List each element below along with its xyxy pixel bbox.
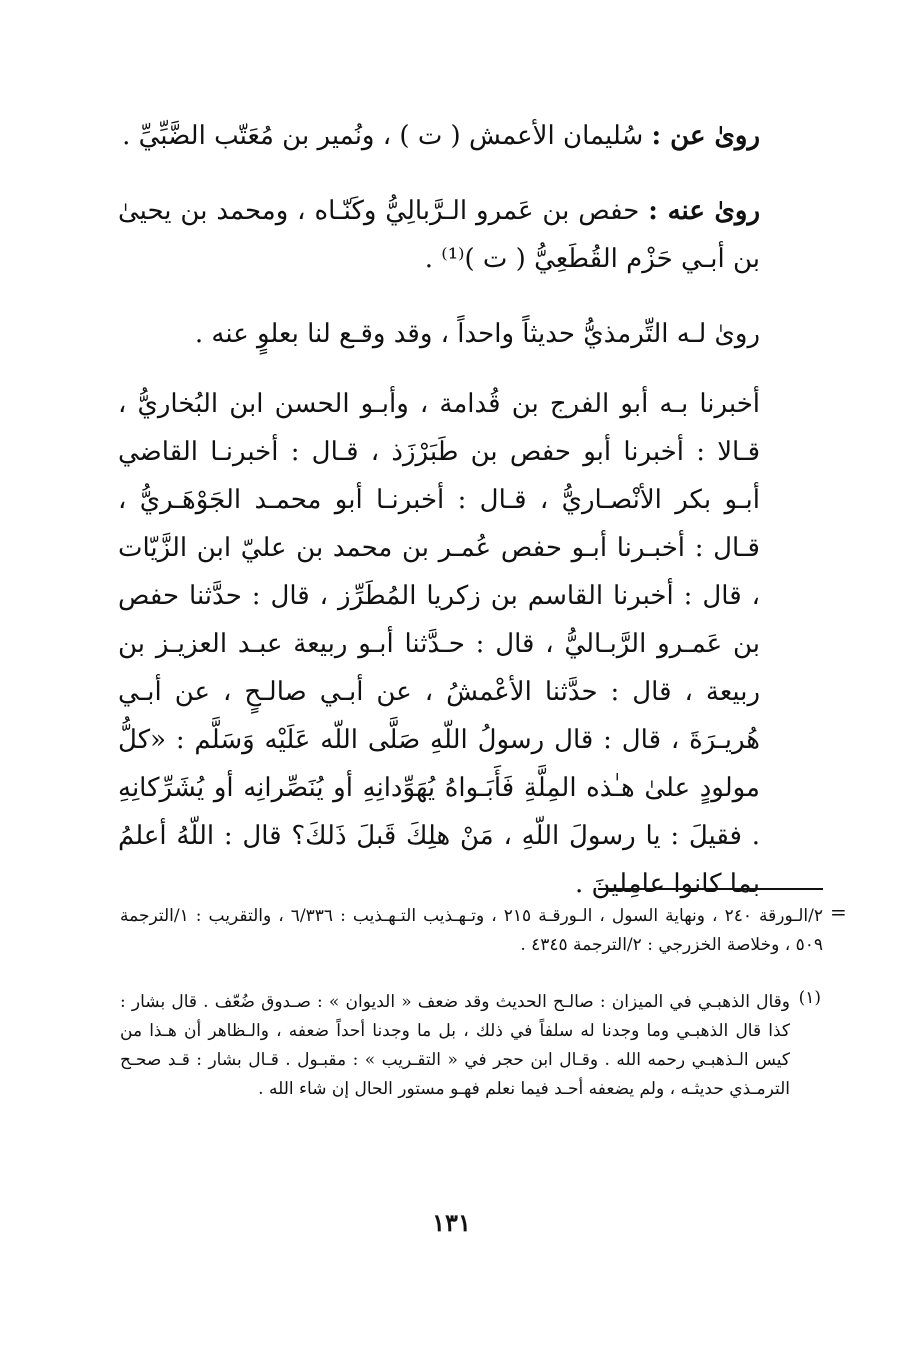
entry-text: روىٰ لـه التِّرمذيُّ حديثاً واحداً ، وقد وقـع لنا بعلوٍ عنه . bbox=[194, 319, 760, 349]
hadith-text: أخبرنا بـه أبو الفرج بن قُدامة ، وأبـو الحسن ابن البُخاريُّ ، قـالا : أخبرنا أبو حفص بن طَبَرْزَذ ، قـال : أخبرنـا القاضي أبـو بكر الأنْصـاريُّ ، قـال : أخبرنـا أبو محمـد الجَوْهَـريُّ ، قـال : أخبـرنا أبـو حفص عُمـر بن محمد بن عليّ ابن الزَّيّات ، قال : أخبرنا القاسم بن زكريا المُطَرِّز ، قال : حدَّثنا حفص بن عَمـرو الرَّبـاليُّ ، قال : حـدَّثنا أبـو ربيعة عبـد العزيـز بن ربيعة ، قال : حدَّثنا الأعْمشُ ، عن أبـي صالـحٍ ، عن أبـي هُريـرَةَ ، قال : قال رسولُ اللّهِ صَلَّى اللّه عَلَيْه وَسَلَّم : «كلُّ مولودٍ علىٰ هـٰذه المِلَّةِ فَأَبَـواهُ يُهَوِّدانِهِ أو يُنَصِّرانِه أو يُشَرِّكانِهِ . فقيلَ : يا رسولَ اللّهِ ، مَنْ هلِكَ قَبلَ ذَلكَ؟ قال : اللّهُ أعلمُ بما كانوا عامِلينَ . bbox=[118, 389, 760, 899]
entry-label: روىٰ عن : bbox=[651, 121, 760, 151]
entry-rawa-an bbox=[118, 112, 760, 160]
continuation-mark: = bbox=[830, 900, 847, 924]
footnote-continuation bbox=[120, 902, 823, 960]
footnote-1 bbox=[120, 988, 790, 1104]
entry-text: سُليمان الأعمش ( ت ) ، ونُمير بن مُعَتّب الضَّبِّيِّ . bbox=[122, 121, 644, 151]
hadith-paragraph bbox=[118, 380, 760, 908]
entry-text: حفص بن عَمرو الـرَّبالِيُّ وكَنّـاه ، ومحمد بن يحيىٰ بن أبـي حَزْم القُطَعِيُّ ( ت )⁽¹⁾ . bbox=[118, 196, 760, 274]
entry-rawa-anhu bbox=[118, 187, 760, 283]
entry-rawa-lahu bbox=[118, 310, 760, 358]
footnote-divider bbox=[598, 888, 823, 890]
footnote-number: (١) bbox=[798, 988, 821, 1008]
footnote-text: ٢/الـورقة ٢٤٠ ، ونهاية السول ، الـورقـة ٢١٥ ، وتـهـذيب التـهـذيب : ٦/٣٣٦ ، والتقريب : ١/الترجمة ٥٠٩ ، وخلاصة الخزرجي : ٢/الترجمة ٤٣٤٥ . bbox=[120, 906, 824, 955]
entry-label: روىٰ عنه : bbox=[648, 196, 761, 226]
footnote-text: وقال الذهبـي في الميزان : صالـح الحديث وقد ضعف « الديوان » : صـدوق ضُعّف . قال بشار : كذا قال الذهبـي وما وجدنا له سلفاً في ذلك ، بل ما وجدنا أحداً ضعفه ، والـظاهر أن هـذا من كيس الـذهبـي رحمه الله . وقـال ابن حجر في « التقـريب » : مقبـول . قـال بشار : قـد صحـح الترمـذي حديثـه ، ولم يضعفه أحـد فيما نعلم فهـو مستور الحال إن شاء الله . bbox=[120, 992, 790, 1099]
page-number: ١٣١ bbox=[432, 1208, 471, 1237]
